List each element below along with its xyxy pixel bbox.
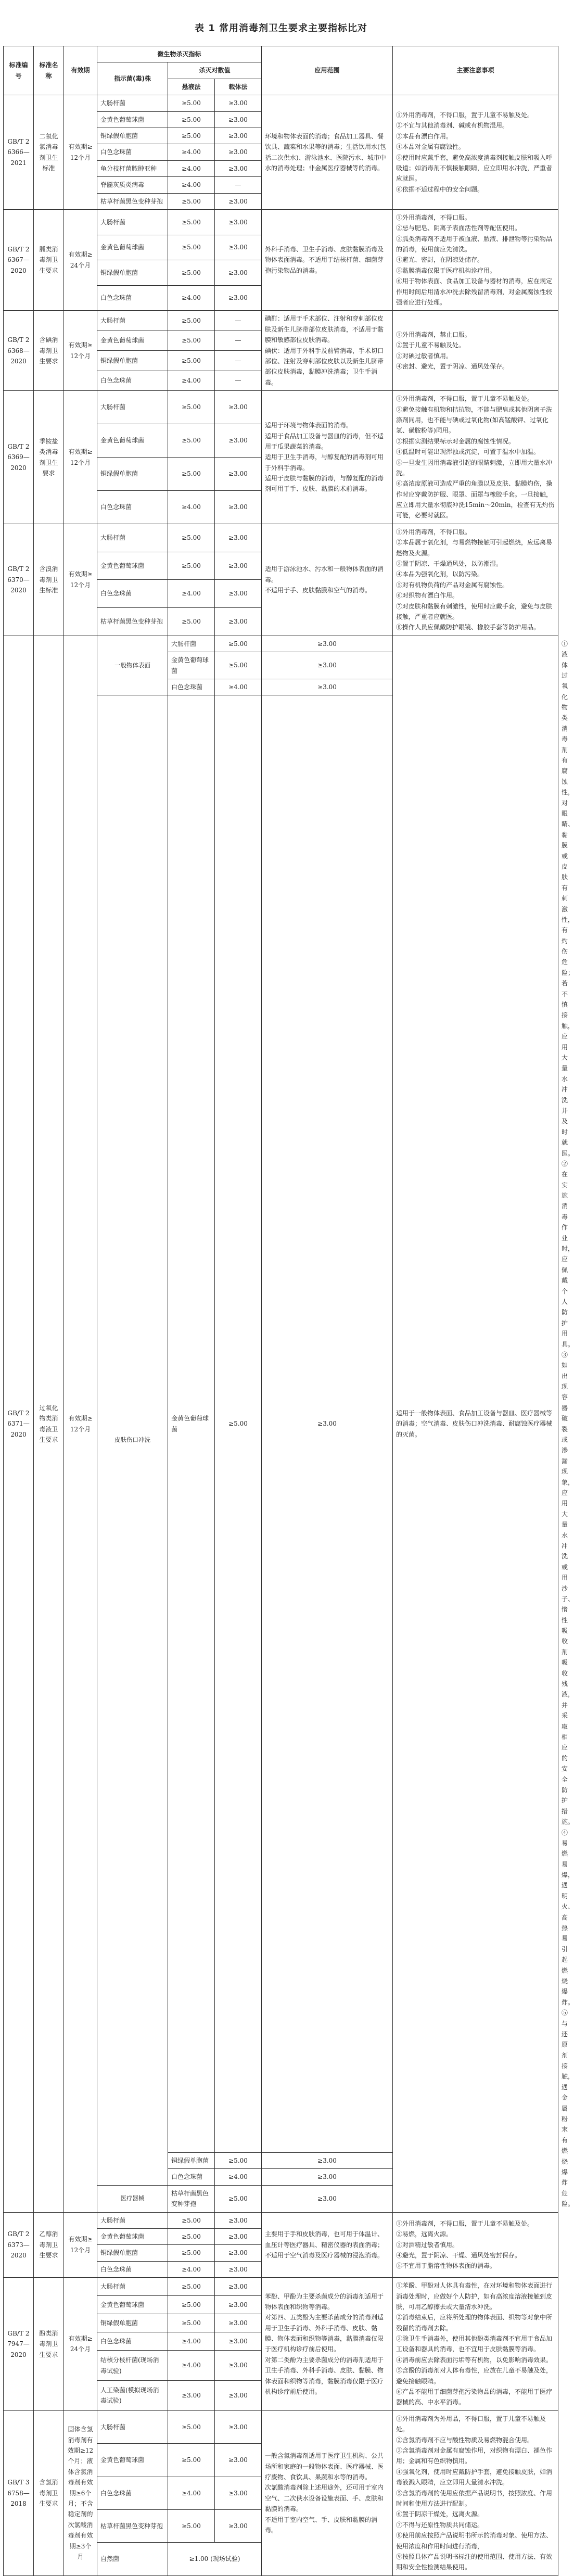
precautions: ①外用消毒剂，禁止口服。 ②置于儿童不易触及处。 ③对碘过敏者慎用。 ④密封、避光，置于阴凉、通风处保存。 <box>393 311 558 391</box>
table-row <box>4 209 558 235</box>
indicator-strain: 结核分枝杆菌(现场消毒试验) <box>97 2351 168 2381</box>
indicator-strain: 白色念珠菌 <box>97 371 168 390</box>
indicator-strain: 金黄色葡萄球菌 <box>97 424 168 458</box>
indicator-strain: 大肠杆菌 <box>97 209 168 235</box>
carrier-value: — <box>215 371 262 390</box>
application-scope: 适用于游泳池水、污水和一般物体表面的消毒。 不适用于手、皮肤黏膜和空气的消毒。 <box>262 524 393 636</box>
suspension-value: ≥5.00 <box>168 2278 215 2296</box>
standard-number: GB/T 27947—2020 <box>4 2278 34 2411</box>
carrier-value: ≥3.00 <box>215 490 262 524</box>
suspension-value: ≥4.00 <box>168 2332 215 2351</box>
header-std-name: 标准名称 <box>34 46 64 95</box>
indicator-strain: 金黄色葡萄球菌 <box>168 652 215 679</box>
indicator-strain: 自然菌 <box>97 2543 168 2575</box>
carrier-value: ≥3.00 <box>215 2410 262 2443</box>
suspension-value: ≥4.00 <box>168 2477 215 2509</box>
carrier-value: ≥3.00 <box>215 260 262 286</box>
carrier-value: ≥3.00 <box>215 2509 262 2542</box>
suspension-value: ≥5.00 <box>215 652 262 679</box>
header-carrier: 载体法 <box>215 79 262 95</box>
standard-number: GB/T 26371—2020 <box>4 636 34 2212</box>
indicator-strain: 白色念珠菌 <box>97 580 168 608</box>
validity-period: 有效期≥24个月 <box>64 2278 97 2411</box>
precautions: ①外用消毒剂，不得口服，置于儿童不易触及处。 ②不宜与其他消毒剂、碱或有机物混用。 ③本品有漂白作用。 ④本品对金属有腐蚀性。 ⑤使用时应戴手套，避免高浓度消毒剂接触皮肤和吸入呼吸道；如消毒剂不慎接触眼睛，应立即用水冲洗，严重者应就医。 ⑥依据不适过程中的安全问题。 <box>393 95 558 210</box>
standard-number: GB/T 26370—2020 <box>4 524 34 636</box>
indicator-strain: 铜绿假单胞菌 <box>97 260 168 286</box>
standards-comparison-table <box>3 46 574 2576</box>
indicator-strain: 铜绿假单胞菌 <box>97 2314 168 2332</box>
indicator-strain: 金黄色葡萄球菌 <box>97 331 168 350</box>
indicator-strain: 白色念珠菌 <box>97 490 168 524</box>
application-scope: 外科手消毒、卫生手消毒、皮肤黏膜消毒及物体表面消毒。不适用于结核杆菌、细菌芽孢污染物品的消毒。 <box>262 209 393 311</box>
indicator-strain: 铜绿假单胞菌 <box>97 351 168 371</box>
suspension-value: ≥5.00 <box>168 524 215 552</box>
header-application: 应用范围 <box>262 46 393 95</box>
usage-group-label: 医疗器械 <box>120 2194 145 2202</box>
suspension-value: ≥4.00 <box>168 2351 215 2381</box>
standard-name: 胍类消毒剂卫生要求 <box>34 209 64 311</box>
application-scope: 环境和物体表面的消毒；食品加工器具、餐饮具、蔬菜和水果等的消毒；生活饮用水(包括二次供水)、游泳池水、医院污水、城市中水的消毒处理；非金属医疗器械等的消毒。 <box>262 95 393 210</box>
indicator-strain: 大肠杆菌 <box>97 2278 168 2296</box>
indicator-strain: 龟分枝杆菌脓肿亚种 <box>97 160 168 176</box>
standard-name: 酚类消毒剂卫生要求 <box>34 2278 64 2411</box>
carrier-value: ≥3.00 <box>215 2444 262 2477</box>
suspension-value: ≥4.00 <box>215 679 262 695</box>
suspension-value: ≥4.00 <box>168 285 215 311</box>
precautions: ①外用消毒剂，不得口服，置于儿童不易触及处。 ②避免接触有机物和拮抗物，不能与肥皂或其他阴离子洗涤剂同用，也不能与碘或过氧化物(如高锰酸钾、过氧化氢、磺胺粉等)同用。 ③根据实测结果标示对金属的腐蚀性情况。 ④低温时可能出现浑浊或沉淀，可置于温水中加温。 ⑤一旦发生因用消毒液引起的眼睛刺激，立即用大量水冲洗。 ⑥高浓度原液可造成严重的角膜以及皮肤、黏膜灼伤，操作时应穿戴防护服、眼罩、面罩与橡胶手套。一旦接触，应立即用大量水彻底冲洗15min～20min，检查有无灼伤可能，必要时就医。 <box>393 391 558 524</box>
indicator-strain: 白色念珠菌 <box>97 285 168 311</box>
application-scope: 一般含氯消毒剂适用于医疗卫生机构、公共场所和家庭的一般物体表面、医疗器械、医疗废物、食饮具、果蔬和水等的消毒。 次氯酸消毒剂除上述用途外，还可用于室内空气、二次供水设备设施表面、手、皮肤和黏膜的消毒。 不适用于室内空气、手、皮肤和黏膜的消毒。 <box>262 2410 393 2575</box>
suspension-value: ≥5.00 <box>168 193 215 209</box>
carrier-value: — <box>215 311 262 331</box>
validity-period: 有效期≥12个月 <box>64 311 97 391</box>
carrier-value: ≥3.00 <box>215 2245 262 2261</box>
carrier-value: ≥3.00 <box>215 2278 262 2296</box>
table-title: 表 1 常用消毒剂卫生要求主要指标比对 <box>194 23 368 34</box>
usage-group <box>97 2185 168 2212</box>
suspension-value: ≥4.00 <box>215 2169 262 2185</box>
standard-number: GB/T 26369—2020 <box>4 391 34 524</box>
header-micro-group: 微生物杀灭指标 <box>97 46 262 62</box>
carrier-value: ≥3.00 <box>215 391 262 424</box>
table-row <box>4 2410 558 2443</box>
carrier-value: ≥3.00 <box>215 2477 262 2509</box>
indicator-strain: 大肠杆菌 <box>168 636 215 652</box>
indicator-strain: 人工染菌(模拟现场消毒试验) <box>97 2380 168 2410</box>
suspension-value: ≥5.00 <box>168 2245 215 2261</box>
header-micro-item: 指示菌(毒)株 <box>97 62 168 95</box>
table-row: GB/T 26371—2020 过氧化物类消毒液卫生要求 有效期≥12个月 一般物体表面 大肠杆菌 ≥5.00 ≥3.00 适用于一般物体表面、食品加工设备与器皿、医疗器械等的消毒；空气消毒、皮肤伤口冲洗消毒、耐腐蚀医疗器械的灭菌。 ①液体过氧化物类消毒剂有腐蚀性，对眼睛、黏膜或皮肤有刺激性，有灼伤危险；若不慎接触，应用大量水冲洗并及时就医。 ②在实施消毒作业时，应佩戴个人防护用具。 ③如出现容器破裂或渗漏现象，应用大量水冲洗或用沙子、惰性吸收剂吸收残液，并采取相应的安全防护措施。 ④易燃易爆，遇明火、高热易引起燃烧爆炸。 ⑤与还原剂接触，遇金属粉末有燃烧爆炸危险。 <box>4 636 558 652</box>
application-scope: 适用于环境与物体表面的消毒。 适用于食品加工设备与器皿的消毒，但不适用于瓜果蔬菜的消毒。 适用于卫生手消毒，与醇复配的消毒剂可用于外科手消毒。 适用于皮肤与黏膜的消毒，与醇复配的消毒剂可用于手、皮肤、黏膜的术前消毒。 <box>262 391 393 524</box>
carrier-value: ≥3.00 <box>215 2228 262 2244</box>
precautions: ①外用消毒剂为外用品，不得口服，置于儿童不易触及处。 ②含氯消毒剂不应与酸性物质及易燃物混合使用。 ③含氯消毒剂对金属有腐蚀作用，对织物有漂白、褪色作用；金属和有色织物慎用。 ④强氧化剂，使用时应戴防护手套，避免接触皮肤，如消毒液溅入眼睛，应立即用大量清水冲洗。 ⑤含氯消毒剂的使用应依据产品说明书，按照浓度、作用时间和使用方法进行配制。 ⑥置于阴凉干燥处，远离火源。 ⑦不得与还原性物质共同储运。 ⑧使用前应按照产品说明书所示的消毒对象、使用方法、使用浓度和作用时间进行消毒， ⑨按照具体产品说明书标注的使用范围、使用方法、有效期和安全性检测结果使用。 <box>393 2410 558 2575</box>
suspension-value: ≥5.00 <box>168 209 215 235</box>
suspension-value: ≥5.00 <box>168 458 215 491</box>
suspension-value: ≥5.00 <box>168 111 215 128</box>
indicator-strain: 金黄色葡萄球菌 <box>97 111 168 128</box>
suspension-value: ≥5.00 <box>168 2509 215 2542</box>
application-scope: 主要用于手和皮肤消毒，也可用于体温计、血压计等医疗器具、精密仪器的表面消毒；不适用于空气消毒及医疗器械的浸泡消毒。 <box>262 2212 393 2278</box>
carrier-value: ≥3.00 <box>215 193 262 209</box>
suspension-value: ≥5.00 <box>168 2212 215 2228</box>
indicator-strain: 金黄色葡萄球菌 <box>168 695 215 2153</box>
suspension-value: ≥4.00 <box>168 160 215 176</box>
suspension-value: ≥5.00 <box>168 2314 215 2332</box>
indicator-strain: 金黄色葡萄球菌 <box>97 2296 168 2314</box>
header-suspension: 悬液法 <box>168 79 215 95</box>
carrier-value: ≥3.00 <box>215 95 262 111</box>
table-body <box>4 95 574 2576</box>
standard-name: 过氧化物类消毒液卫生要求 <box>34 636 64 2212</box>
validity-period: 有效期≥12个月 <box>64 95 97 210</box>
application-scope: 碘酊：适用于手术部位、注射和穿刺部位皮肤及新生儿脐带部位皮肤消毒，不适用于黏膜和敏感部位皮肤消毒。 碘伏：适用于外科手及前臂消毒，手术切口部位、注射及穿刺部位皮肤以及新生儿脐带部位皮肤消毒，黏膜冲洗消毒；卫生手消毒。 <box>262 311 393 391</box>
suspension-value: ≥4.00 <box>168 490 215 524</box>
indicator-strain: 金黄色葡萄球菌 <box>97 235 168 260</box>
validity-period: 有效期≥12个月 <box>64 524 97 636</box>
carrier-value: ≥3.00 <box>262 2153 393 2169</box>
suspension-value: ≥5.00 <box>168 331 215 350</box>
standard-name: 二氧化氯消毒剂卫生标准 <box>34 95 64 210</box>
carrier-value: ≥3.00 <box>215 2314 262 2332</box>
indicator-strain: 大肠杆菌 <box>97 311 168 331</box>
indicator-strain: 枯草杆菌黑色变种芽孢 <box>97 193 168 209</box>
usage-group <box>97 695 168 2185</box>
suspension-value: ≥4.00 <box>168 580 215 608</box>
application-scope: 苯酚、甲酚为主要杀菌成分的消毒剂适用于物体表面和织物等消毒。 对第四、五类酚为主要杀菌成分的消毒剂适用于卫生手消毒、外科手消毒、皮肤、黏膜、物体表面和织物等消毒，黏膜消毒仅限于医疗机构诊疗前后使用。 对第二类酚为主要杀菌成分的消毒剂适用于卫生手消毒、外科手消毒、皮肤、黏膜、物体表面和织物等消毒，黏膜消毒仅限于医疗机构诊疗前后使用。 <box>262 2278 393 2411</box>
carrier-value: ≥3.00 <box>262 2185 393 2212</box>
indicator-strain: 白色念珠菌 <box>168 679 215 695</box>
indicator-strain: 白色念珠菌 <box>97 2332 168 2351</box>
suspension-value: ≥5.00 <box>168 391 215 424</box>
table-row <box>4 311 558 331</box>
validity-period: 有效期≥24个月 <box>64 209 97 311</box>
indicator-strain: 白色念珠菌 <box>97 144 168 160</box>
suspension-value: ≥4.00 <box>168 371 215 390</box>
carrier-value: ≥3.00 <box>215 2212 262 2228</box>
standard-name: 季铵盐类消毒剂卫生要求 <box>34 391 64 524</box>
validity-period: 有效期≥12个月 <box>64 2212 97 2278</box>
indicator-strain: 白色念珠菌 <box>97 2477 168 2509</box>
suspension-value: ≥4.00 <box>168 2261 215 2277</box>
carrier-value: ≥3.00 <box>262 2169 393 2185</box>
indicator-strain: 大肠杆菌 <box>97 95 168 111</box>
indicator-strain: 枯草杆菌黑色变种芽孢 <box>168 2185 215 2212</box>
suspension-value: ≥4.00 <box>168 144 215 160</box>
suspension-value: ≥5.00 <box>168 2410 215 2443</box>
suspension-value: ≥5.00 <box>215 695 262 2153</box>
precautions: ①外用消毒剂，不得口服。 ②忌与肥皂、阴离子表面活性剂等配伍使用。 ③胍类消毒剂不适用于被血液、脓液、排泄物等污染物品的消毒，使用前应先清洗。 ④避光、密封，在阴凉处储存。 ⑤黏膜消毒仅限于医疗机构诊疗用。 ⑥用于物体表面、食品加工设备与器材的消毒，应在规定作用时间后用清水冲洗去除残留消毒剂，对金属腐蚀性较强者应进行处理。 <box>393 209 558 311</box>
table-row <box>4 95 558 111</box>
carrier-value: ≥3.00 <box>215 2380 262 2410</box>
carrier-value: ≥3.00 <box>215 144 262 160</box>
indicator-strain: 铜绿假单胞菌 <box>97 2245 168 2261</box>
suspension-value: ≥5.00 <box>168 351 215 371</box>
standard-name: 含溴消毒剂卫生标准 <box>34 524 64 636</box>
carrier-value: ≥3.00 <box>215 235 262 260</box>
indicator-strain: 枯草杆菌黑色变种芽孢 <box>97 608 168 636</box>
header-std-no: 标准编号 <box>4 46 34 95</box>
carrier-value: ≥3.00 <box>215 552 262 580</box>
indicator-strain: 大肠杆菌 <box>97 2410 168 2443</box>
suspension-value: ≥5.00 <box>168 2228 215 2244</box>
standard-number: GB/T 26367—2020 <box>4 209 34 311</box>
indicator-strain: 白色念珠菌 <box>97 2261 168 2277</box>
table-row <box>4 524 558 552</box>
header-notes: 主要注意事项 <box>393 46 558 95</box>
header-kill-group: 杀灭对数值 <box>168 62 262 79</box>
standard-number: GB/T 26368—2020 <box>4 311 34 391</box>
table-row <box>4 2278 558 2296</box>
indicator-strain: 铜绿假单胞菌 <box>97 458 168 491</box>
indicator-strain: 白色念珠菌 <box>168 2169 215 2185</box>
suspension-value: ≥3.00 <box>168 2380 215 2410</box>
indicator-strain: 大肠杆菌 <box>97 524 168 552</box>
suspension-value: ≥5.00 <box>168 2444 215 2477</box>
carrier-value: ≥3.00 <box>262 679 393 695</box>
standard-number: GB/T 36758—2018 <box>4 2410 34 2575</box>
carrier-value: ≥3.00 <box>215 111 262 128</box>
carrier-value: — <box>215 177 262 193</box>
field-test-value: ≥1.00 (现场试验) <box>168 2543 262 2575</box>
indicator-strain: 脊髓灰质炎病毒 <box>97 177 168 193</box>
carrier-value: ≥3.00 <box>215 2351 262 2381</box>
suspension-value: ≥5.00 <box>215 2185 262 2212</box>
suspension-value: ≥5.00 <box>215 636 262 652</box>
carrier-value: ≥3.00 <box>215 2332 262 2351</box>
indicator-strain: 大肠杆菌 <box>97 391 168 424</box>
suspension-value: ≥5.00 <box>215 2153 262 2169</box>
usage-group-label: 皮肤伤口冲洗 <box>114 1436 150 1444</box>
application-scope: 适用于一般物体表面、食品加工设备与器皿、医疗器械等的消毒；空气消毒、皮肤伤口冲洗消毒、耐腐蚀医疗器械的灭菌。 <box>393 636 558 2212</box>
indicator-strain: 金黄色葡萄球菌 <box>97 2228 168 2244</box>
carrier-value: ≥3.00 <box>215 424 262 458</box>
precautions: ①苯酚、甲酚对人体具有毒性，在对环境和物体表面进行消毒处理时，应做好个人防护，如有高浓度溶液接触到皮肤，可用乙醇擦去或大量清水冲洗。 ②消毒结束后，应将所处理的物体表面、织物等对象中所残留的消毒剂去除。 ③除卫生手消毒外，使用其他酚类消毒剂不宜用于食品加工设备和器具的消毒，也不宜用于皮肤黏膜等消毒。 ④消毒前应去除表面污垢等有机物，以免影响消毒效果。 ⑤含酚的消毒剂对人体有毒性，应放在儿童不易触及处，避免接触眼睛。 ⑥产品不能用于细菌芽孢污染物品的消毒，不能用于医疗器械的高、中水平消毒。 <box>393 2278 558 2411</box>
validity-period: 有效期≥12个月 <box>64 391 97 524</box>
indicator-strain: 铜绿假单胞菌 <box>97 128 168 144</box>
carrier-value: — <box>215 331 262 350</box>
suspension-value: ≥4.00 <box>168 177 215 193</box>
indicator-strain: 金黄色葡萄球菌 <box>97 552 168 580</box>
carrier-value: ≥3.00 <box>215 209 262 235</box>
standard-number: GB/T 26373—2020 <box>4 2212 34 2278</box>
suspension-value: ≥5.00 <box>168 311 215 331</box>
validity-period: 有效期≥12个月 <box>64 636 97 2212</box>
table-row <box>4 391 558 424</box>
standard-name: 含碘消毒剂卫生要求 <box>34 311 64 391</box>
suspension-value: ≥5.00 <box>168 552 215 580</box>
usage-group <box>97 636 168 695</box>
suspension-value: ≥5.00 <box>168 235 215 260</box>
carrier-value: ≥3.00 <box>215 458 262 491</box>
carrier-value: ≥3.00 <box>215 285 262 311</box>
table-row <box>4 2212 558 2228</box>
indicator-strain: 枯草杆菌黑色变种芽孢 <box>97 2509 168 2542</box>
indicator-strain: 铜绿假单胞菌 <box>168 2153 215 2169</box>
usage-group-label: 一般物体表面 <box>114 661 150 669</box>
carrier-value: ≥3.00 <box>215 524 262 552</box>
indicator-strain: 金黄色葡萄球菌 <box>97 2444 168 2477</box>
carrier-value: ≥3.00 <box>215 160 262 176</box>
standard-name: 乙醇消毒剂卫生要求 <box>34 2212 64 2278</box>
suspension-value: ≥5.00 <box>168 608 215 636</box>
suspension-value: ≥5.00 <box>168 260 215 286</box>
carrier-value: ≥3.00 <box>215 2296 262 2314</box>
validity-period: 固体含氯消毒剂有效期≥12个月；液体含氯消毒剂有效期≥6个月；不含稳定剂的次氯酸消毒剂有效期≥3个月 <box>64 2410 97 2575</box>
precautions: ①外用消毒剂，不得口服，置于儿童不易触及处。 ②易燃，远离火源。 ③对酒精过敏者慎用。 ④避光，置于阴凉、干燥、通风处密封保存。 ⑤不宜用于脂溶性物体表面的消毒。 <box>393 2212 558 2278</box>
carrier-value: ≥3.00 <box>215 2261 262 2277</box>
suspension-value: ≥5.00 <box>168 424 215 458</box>
suspension-value: ≥5.00 <box>168 128 215 144</box>
carrier-value: ≥3.00 <box>262 695 393 2153</box>
suspension-value: ≥5.00 <box>168 95 215 111</box>
carrier-value: ≥3.00 <box>262 652 393 679</box>
standards-table-container <box>3 46 574 2576</box>
carrier-value: ≥3.00 <box>215 128 262 144</box>
precautions: ①外用消毒剂，不得口服。 ②本品属于氧化剂，与易燃物接触可引起燃烧，应远离易燃物及火源。 ③置于阴凉、干燥通风处，以防潮湿。 ④本品为强氧化剂，以防污染。 ⑤对有机物负荷的产品对金属有腐蚀性。 ⑥对织物有漂白作用。 ⑦对皮肤和黏膜有刺激性，使用时应戴手套，避免与皮肤接触，严重者应就医。 ⑧操作人员应佩戴防护眼镜、橡胶手套等防护用品。 <box>393 524 558 636</box>
carrier-value: ≥3.00 <box>215 580 262 608</box>
indicator-strain: 大肠杆菌 <box>97 2212 168 2228</box>
carrier-value: ≥3.00 <box>262 636 393 652</box>
carrier-value: — <box>215 351 262 371</box>
suspension-value: ≥5.00 <box>168 2296 215 2314</box>
standard-name: 含氯消毒剂卫生要求 <box>34 2410 64 2575</box>
header-validity: 有效期 <box>64 46 97 95</box>
standard-number: GB/T 26366—2021 <box>4 95 34 210</box>
carrier-value: ≥3.00 <box>215 608 262 636</box>
